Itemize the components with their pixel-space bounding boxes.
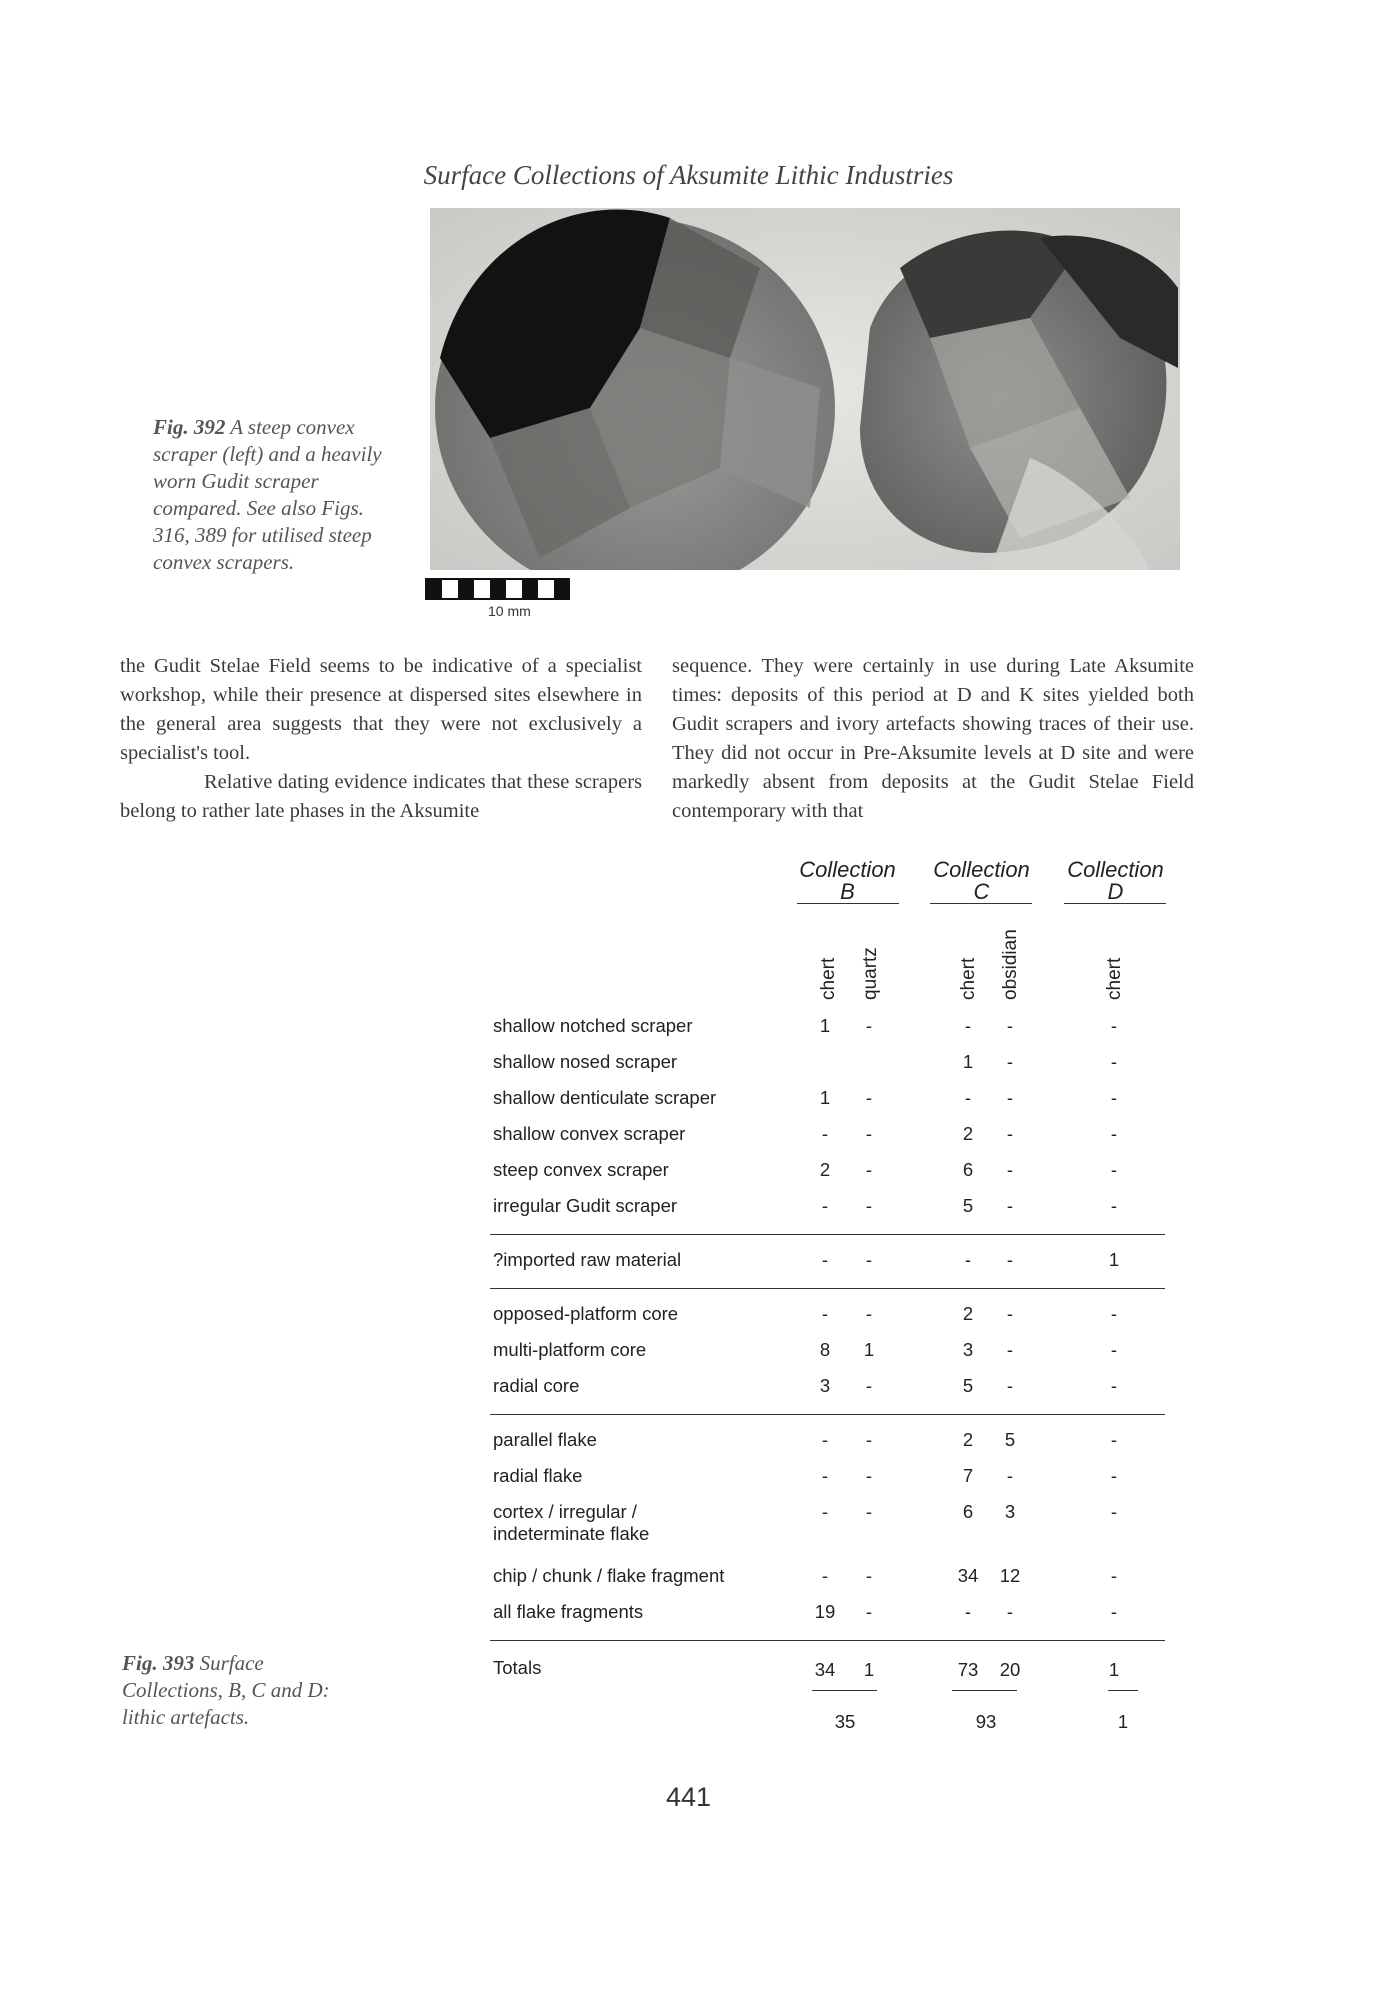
table-cell: - xyxy=(1110,1015,1118,1036)
table-cell: - xyxy=(964,1087,972,1108)
table-cell: - xyxy=(1006,1601,1014,1622)
table-cell: - xyxy=(865,1195,873,1216)
row-label: cortex / irregular / indeterminate flake xyxy=(493,1501,650,1544)
table-cell: 1 xyxy=(962,1051,974,1072)
table-cell: 1 xyxy=(1108,1249,1120,1270)
grand-total-cell: 35 xyxy=(834,1711,856,1732)
table-cell: - xyxy=(865,1087,873,1108)
table-cell: - xyxy=(821,1429,829,1450)
table-cell: - xyxy=(1110,1601,1118,1622)
table-cell: - xyxy=(964,1249,972,1270)
table-cell: - xyxy=(865,1375,873,1396)
total-cell: 34 xyxy=(814,1659,836,1680)
material-header: chert xyxy=(958,957,979,1000)
table-cell: - xyxy=(865,1465,873,1486)
table-cell: - xyxy=(1110,1465,1118,1486)
total-cell: 1 xyxy=(1108,1659,1120,1680)
total-cell: 73 xyxy=(957,1659,979,1680)
collection-letter: B xyxy=(840,879,855,904)
table-cell: - xyxy=(964,1601,972,1622)
table-cell: - xyxy=(1006,1195,1014,1216)
paragraph: the Gudit Stelae Field seems to be indicative of a specialist workshop, while their presence at dispersed sites elsewhere in the general area suggests that they were not exclusively a specialist's tool. xyxy=(120,655,642,764)
table-cell: 2 xyxy=(819,1159,831,1180)
table-cell: 12 xyxy=(999,1565,1021,1586)
grand-total-cell: 1 xyxy=(1117,1711,1129,1732)
table-cell: - xyxy=(1006,1159,1014,1180)
row-label: all flake fragments xyxy=(493,1601,644,1622)
table-cell: - xyxy=(1006,1015,1014,1036)
row-label: radial flake xyxy=(493,1465,583,1486)
figure-393-label: Fig. 393 xyxy=(122,1651,195,1675)
table-cell: - xyxy=(1110,1501,1118,1522)
table-cell: 2 xyxy=(962,1429,974,1450)
table-cell: - xyxy=(1006,1249,1014,1270)
table-cell: 6 xyxy=(962,1159,974,1180)
table-cell: 1 xyxy=(819,1087,831,1108)
table-cell: 3 xyxy=(819,1375,831,1396)
collection-title: Collection xyxy=(1067,857,1164,882)
table-cell: - xyxy=(865,1159,873,1180)
table-cell: - xyxy=(1006,1051,1014,1072)
paragraph: Relative dating evidence indicates that these scrapers belong to rather late phases in the Aksumite xyxy=(120,771,642,822)
table-cell: 5 xyxy=(1004,1429,1016,1450)
table-cell: - xyxy=(1006,1465,1014,1486)
table-cell: - xyxy=(1110,1123,1118,1144)
collection-title: Collection xyxy=(933,857,1030,882)
group-divider xyxy=(490,1288,1165,1289)
row-label: steep convex scraper xyxy=(493,1159,669,1180)
row-label: ?imported raw material xyxy=(493,1249,682,1270)
table-cell: - xyxy=(1110,1051,1118,1072)
totals-label: Totals xyxy=(493,1657,542,1678)
material-header: chert xyxy=(1104,957,1125,1000)
group-divider xyxy=(490,1234,1165,1235)
table-cell: - xyxy=(821,1123,829,1144)
figure-393-caption xyxy=(122,1650,362,1731)
row-label: chip / chunk / flake fragment xyxy=(493,1565,725,1586)
page-number: 441 xyxy=(665,1782,712,1812)
table-cell: - xyxy=(865,1249,873,1270)
totals-rule xyxy=(812,1690,877,1691)
table-cell: 19 xyxy=(814,1601,836,1622)
table-cell: - xyxy=(1006,1123,1014,1144)
collection-b-underline xyxy=(797,903,899,904)
table-cell: - xyxy=(1110,1303,1118,1324)
table-cell: 3 xyxy=(1004,1501,1016,1522)
table-cell: - xyxy=(821,1195,829,1216)
table-cell: 7 xyxy=(962,1465,974,1486)
row-label: radial core xyxy=(493,1375,580,1396)
collection-c-header xyxy=(924,859,1039,903)
table-cell: - xyxy=(1006,1303,1014,1324)
table-cell: - xyxy=(1006,1339,1014,1360)
grand-total-cell: 93 xyxy=(975,1711,997,1732)
scale-label: 10 mm xyxy=(488,603,531,619)
material-header: quartz xyxy=(860,947,881,1000)
table-cell: 8 xyxy=(819,1339,831,1360)
collection-b-header xyxy=(790,859,905,903)
table-cell: - xyxy=(1006,1375,1014,1396)
table-cell: - xyxy=(821,1465,829,1486)
table-cell: - xyxy=(821,1565,829,1586)
table-cell: 1 xyxy=(863,1339,875,1360)
collection-title: Collection xyxy=(799,857,896,882)
table-cell: - xyxy=(865,1429,873,1450)
table-cell: 5 xyxy=(962,1195,974,1216)
table-cell: - xyxy=(1110,1375,1118,1396)
running-head: Surface Collections of Aksumite Lithic Industries xyxy=(423,160,954,190)
totals-rule xyxy=(952,1690,1017,1691)
table-cell: 5 xyxy=(962,1375,974,1396)
total-cell: 20 xyxy=(999,1659,1021,1680)
row-label: irregular Gudit scraper xyxy=(493,1195,678,1216)
collection-d-underline xyxy=(1064,903,1166,904)
table-cell: 34 xyxy=(957,1565,979,1586)
table-cell: - xyxy=(865,1565,873,1586)
table-cell: - xyxy=(1110,1565,1118,1586)
table-cell: - xyxy=(865,1501,873,1522)
table-cell: - xyxy=(865,1601,873,1622)
row-label: multi-platform core xyxy=(493,1339,647,1360)
table-cell: - xyxy=(964,1015,972,1036)
table-cell: - xyxy=(1110,1429,1118,1450)
table-cell: - xyxy=(1110,1087,1118,1108)
table-cell: - xyxy=(865,1015,873,1036)
table-cell: - xyxy=(1110,1195,1118,1216)
total-cell: 1 xyxy=(863,1659,875,1680)
table-cell: - xyxy=(865,1123,873,1144)
table-cell: - xyxy=(1110,1159,1118,1180)
table-cell: - xyxy=(821,1303,829,1324)
figure-393-caption-text: Surface Collections, B, C and D: lithic artefacts. xyxy=(122,1651,330,1729)
figure-392-caption-text: A steep convex scraper (left) and a heavily worn Gudit scraper compared. See also Figs. 316, 389 for utilised steep convex scrapers. xyxy=(153,415,382,574)
table-cell: - xyxy=(865,1303,873,1324)
paragraph: sequence. They were certainly in use during Late Aksumite times: deposits of this period at D and K sites yielded both Gudit scrapers and ivory artefacts showing traces of their use. They did not occur in Pre-Aksumite levels at D site and were markedly absent from deposits at the Gudit Stelae Field contemporary with that xyxy=(672,655,1194,822)
collection-letter: C xyxy=(973,879,990,904)
row-label: shallow nosed scraper xyxy=(493,1051,678,1072)
material-header: chert xyxy=(818,957,839,1000)
totals-rule xyxy=(1108,1690,1138,1691)
material-header: obsidian xyxy=(1000,929,1021,1000)
table-cell: - xyxy=(1006,1087,1014,1108)
table-cell: 2 xyxy=(962,1123,974,1144)
collection-letter: D xyxy=(1107,879,1124,904)
table-cell: - xyxy=(821,1249,829,1270)
collection-d-header xyxy=(1058,859,1173,903)
row-label: shallow notched scraper xyxy=(493,1015,693,1036)
table-cell: 2 xyxy=(962,1303,974,1324)
row-label: shallow denticulate scraper xyxy=(493,1087,717,1108)
table-cell: - xyxy=(1110,1339,1118,1360)
row-label: shallow convex scraper xyxy=(493,1123,686,1144)
table-cell: - xyxy=(821,1501,829,1522)
row-label: parallel flake xyxy=(493,1429,597,1450)
row-label: opposed-platform core xyxy=(493,1303,679,1324)
group-divider xyxy=(490,1640,1165,1641)
group-divider xyxy=(490,1414,1165,1415)
table-cell: 3 xyxy=(962,1339,974,1360)
table-cell: 1 xyxy=(819,1015,831,1036)
collection-c-underline xyxy=(930,903,1032,904)
table-cell: 6 xyxy=(962,1501,974,1522)
figure-392-label: Fig. 392 xyxy=(153,415,226,439)
